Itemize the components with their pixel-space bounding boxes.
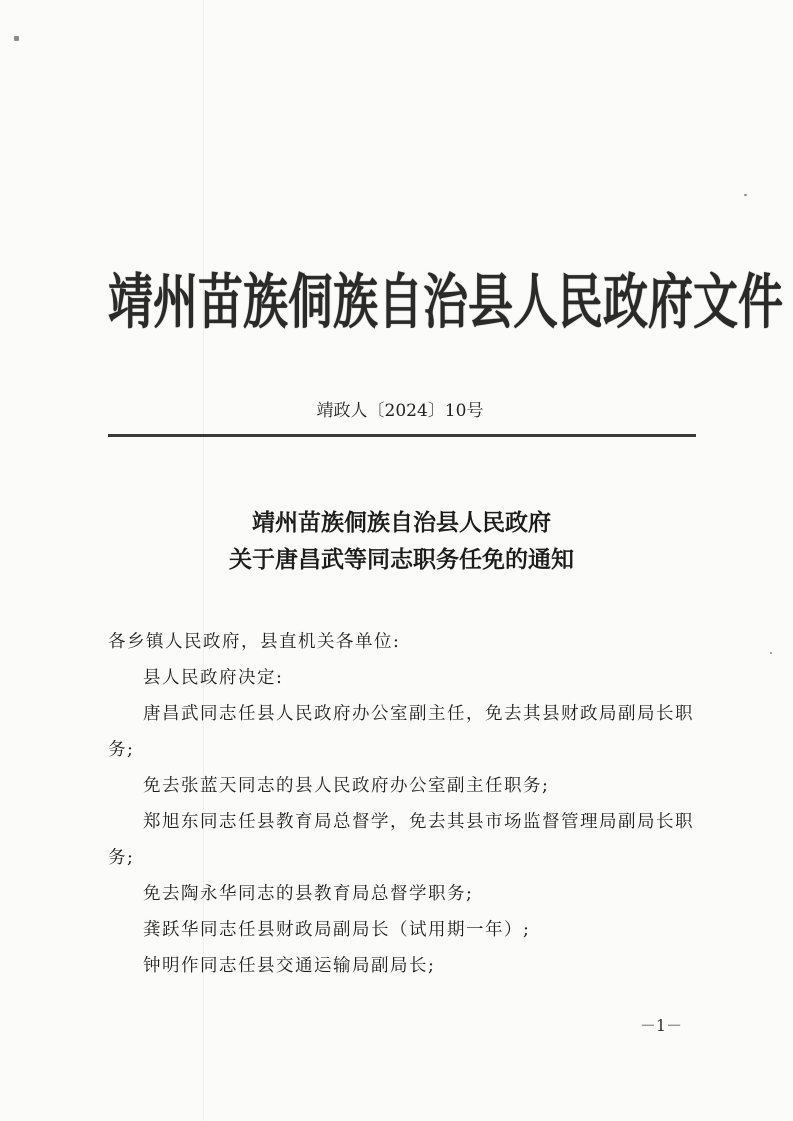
header-divider: [108, 434, 696, 437]
scan-speck: [770, 652, 772, 654]
body-paragraph: 免去陶永华同志的县教育局总督学职务;: [143, 884, 474, 904]
scan-speck: [14, 36, 19, 41]
body-paragraph: 钟明作同志任县交通运输局副局长;: [143, 956, 436, 976]
scan-speck: [744, 194, 747, 196]
notice-title: [120, 504, 683, 578]
body-paragraph: 郑旭东同志任县教育局总督学，免去其县市场监督管理局副局长职务;: [108, 812, 694, 868]
notice-title-line-1: 靖州苗族侗族自治县人民政府: [252, 509, 551, 536]
document-number: 靖政人〔2024〕10号: [316, 401, 484, 421]
page-number: －1－: [639, 1016, 683, 1035]
notice-body: [108, 624, 696, 984]
body-paragraph: 县人民政府决定:: [143, 668, 284, 688]
salutation: 各乡镇人民政府，县直机关各单位:: [108, 632, 401, 652]
issuing-authority-title: 靖州苗族侗族自治县人民政府文件: [108, 267, 784, 338]
notice-title-line-2: 关于唐昌武等同志职务任免的通知: [229, 546, 574, 573]
body-paragraph: 龚跃华同志任县财政局副局长（试用期一年）;: [143, 920, 531, 940]
body-paragraph: 免去张蓝天同志的县人民政府办公室副主任职务;: [143, 776, 550, 796]
body-paragraph: 唐昌武同志任县人民政府办公室副主任，免去其县财政局副局长职务;: [108, 704, 694, 760]
